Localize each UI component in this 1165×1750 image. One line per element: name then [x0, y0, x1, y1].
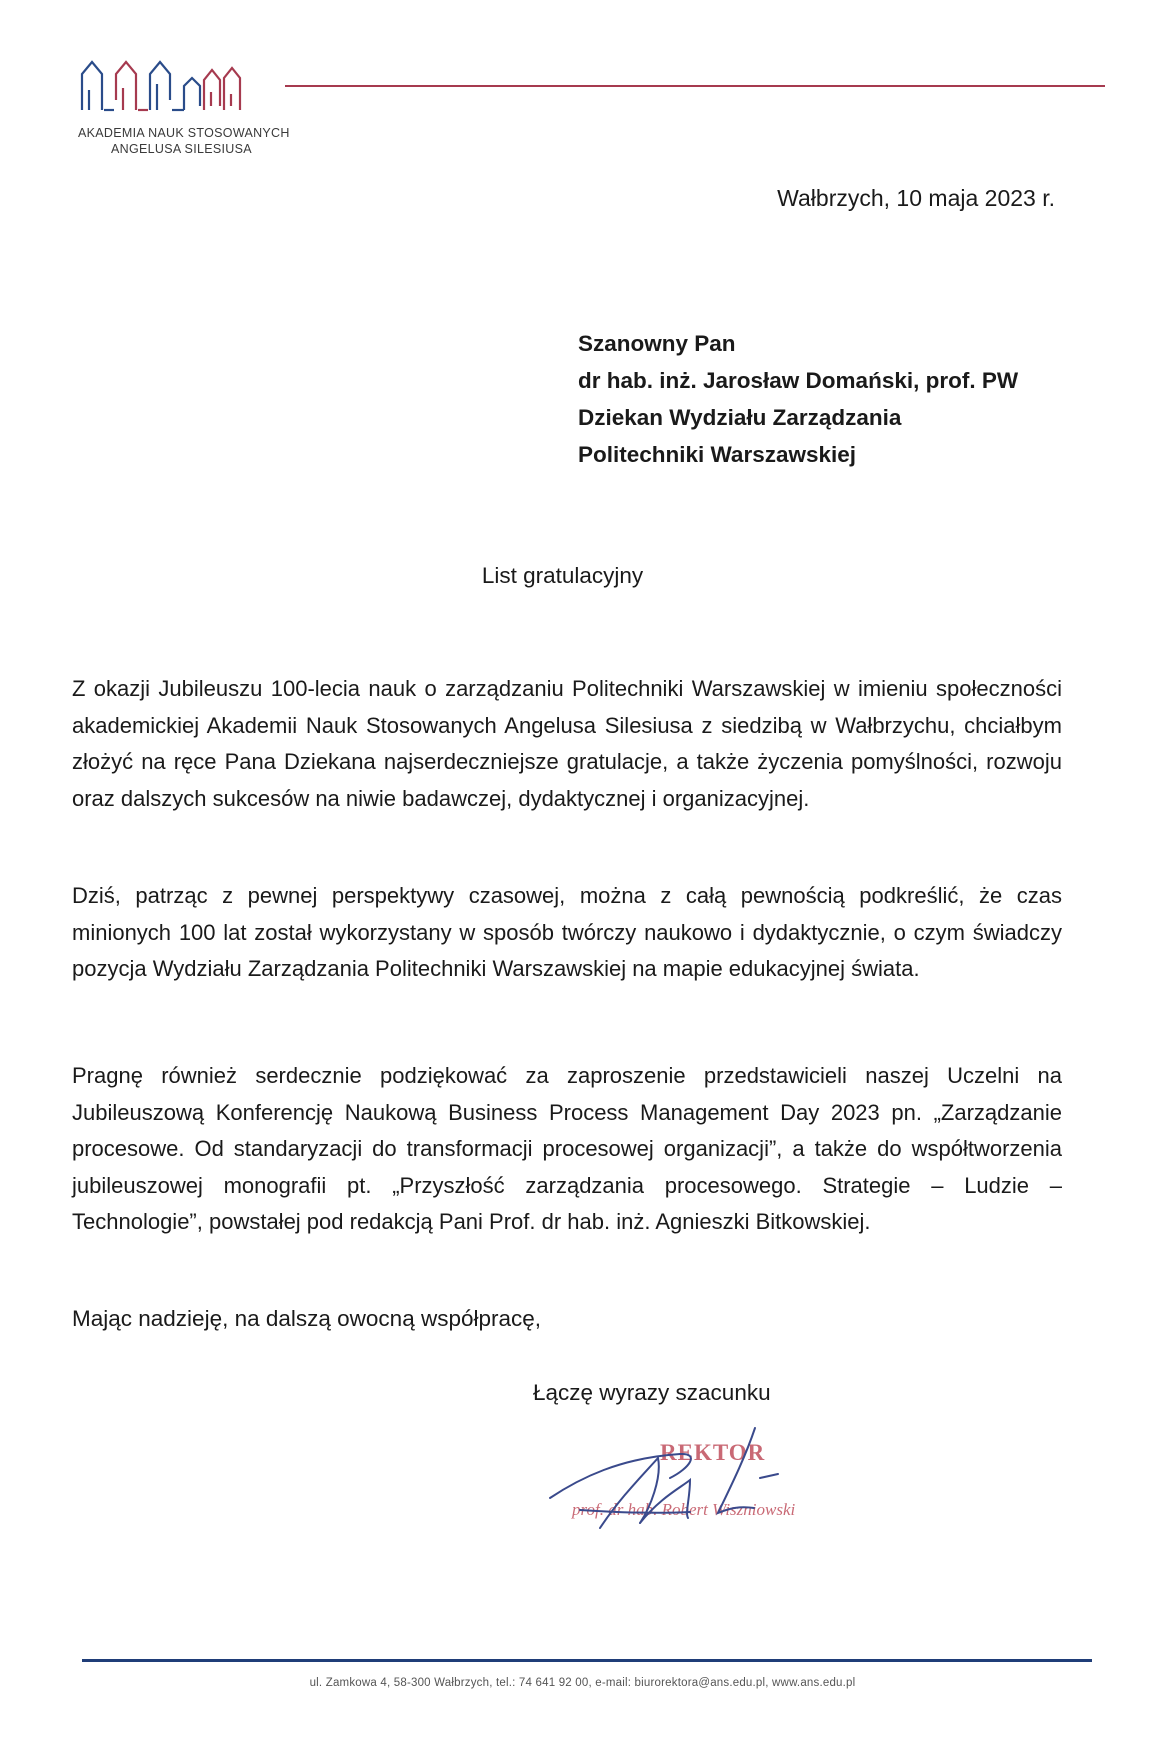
- recipient-block: [578, 325, 1018, 473]
- org-name-line1: AKADEMIA NAUK STOSOWANYCH: [78, 126, 290, 140]
- recipient-institution: Politechniki Warszawskiej: [578, 442, 857, 467]
- body-paragraph: Z okazji Jubileuszu 100-lecia nauk o zarządzaniu Politechniki Warszawskiej w imieniu społeczności akademickiej Akademii Nauk Stosowanych Angelusa Silesiusa z siedzibą w Wałbrzychu, chciałbym złożyć na ręce Pana Dziekana najserdeczniejsze gratulacje, a także życzenia pomyślności, rozwoju oraz dalszych sukcesów na niwie badawczej, dydaktycznej i organizacyjnej.: [72, 676, 1062, 811]
- header-rule: [285, 85, 1105, 87]
- houses-logo-icon: [80, 60, 280, 112]
- letter-title: List gratulacyjny: [481, 563, 644, 588]
- stamp-title: REKTOR: [660, 1440, 766, 1465]
- letter-date: Wałbrzych, 10 maja 2023 r.: [777, 185, 1055, 211]
- stamp-name: prof. dr hab. Robert Wiszniowski: [572, 1500, 796, 1519]
- recipient-salutation: Szanowny Pan: [578, 331, 736, 356]
- body-paragraph: Dziś, patrząc z pewnej perspektywy czasowej, można z całą pewnością podkreślić, że czas minionych 100 lat został wykorzystany w sposób twórczy naukowo i dydaktycznie, o czym świadczy pozycja Wydziału Zarządzania Politechniki Warszawskiej na mapie edukacyjnej świata.: [72, 883, 1062, 981]
- footer-contact: ul. Zamkowa 4, 58-300 Wałbrzych, tel.: 74 641 92 00, e-mail: biurorektora@ans.edu.pl, www.ans.edu.pl: [309, 1677, 856, 1689]
- closing-line: Mając nadzieję, na dalszą owocną współpracę,: [72, 1306, 542, 1331]
- footer-rule: [82, 1659, 1092, 1662]
- recipient-name: dr hab. inż. Jarosław Domański, prof. PW: [578, 368, 1019, 393]
- regards-line: Łączę wyrazy szacunku: [533, 1380, 771, 1405]
- org-name-line2: ANGELUSA SILESIUSA: [111, 142, 252, 156]
- body-paragraph: Pragnę również serdecznie podziękować za zaproszenie przedstawicieli naszej Uczelni na Jubileuszową Konferencję Naukową Business Process Management Day 2023 pn. „Zarządzanie procesowe. Od standaryzacji do transformacji procesowej organizacji”, a także do współtworzenia jubileuszowej monografii pt. „Przyszłość zarządzania procesowego. Strategie – Ludzie – Technologie”, powstałej pod redakcją Pani Prof. dr hab. inż. Agnieszki Bitkowskiej.: [72, 1063, 1062, 1234]
- handwritten-signature-icon: [540, 1418, 800, 1538]
- recipient-position: Dziekan Wydziału Zarządzania: [578, 405, 902, 430]
